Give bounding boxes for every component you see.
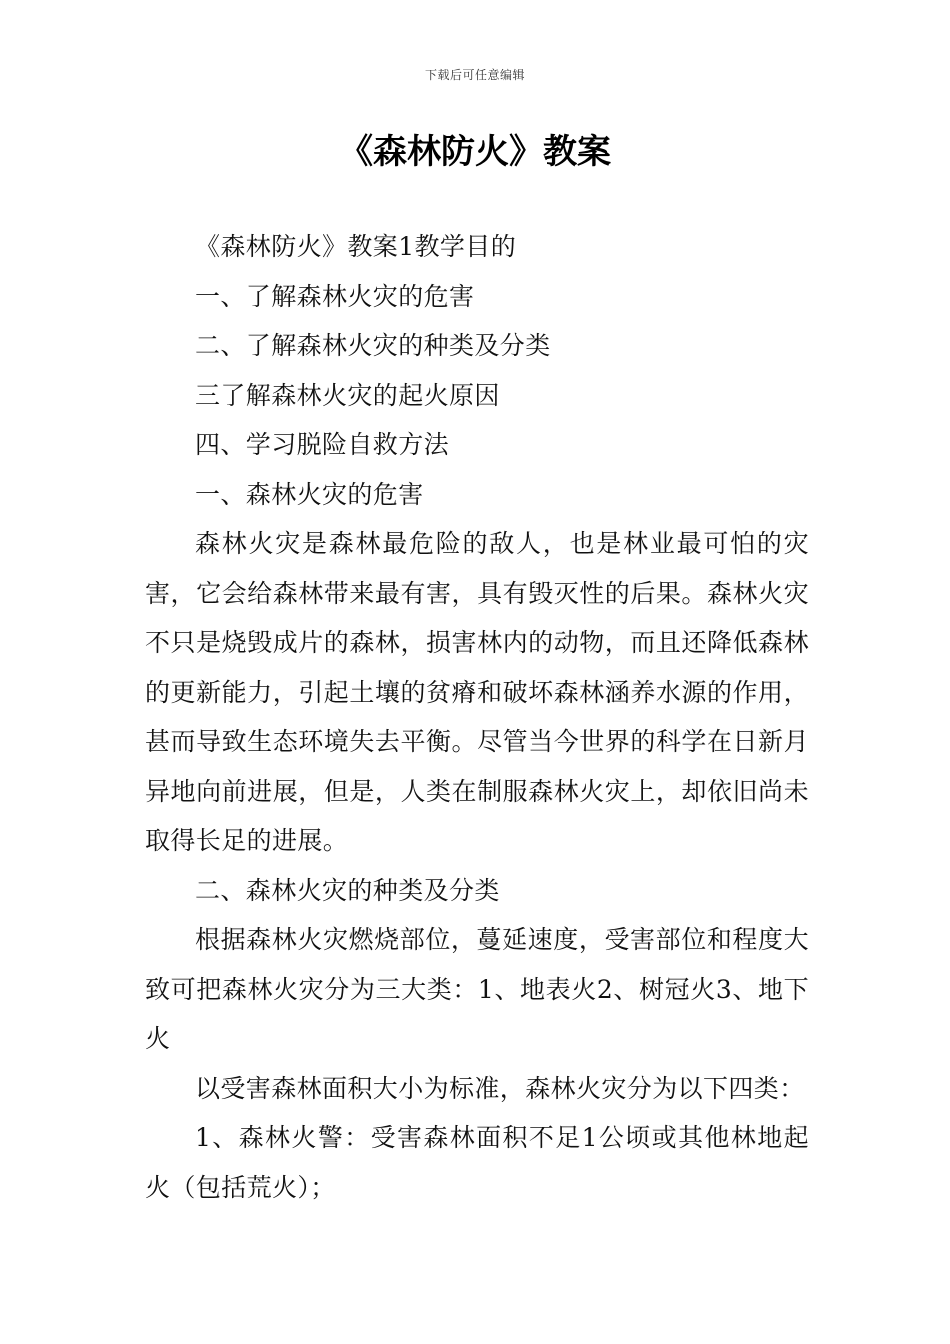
header-note: 下载后可任意编辑 <box>424 68 525 82</box>
paragraph-objective-2: 二、了解森林火灾的种类及分类 <box>195 331 551 360</box>
paragraph-objective-4: 四、学习脱险自救方法 <box>195 430 450 459</box>
paragraph-objective-1: 一、了解森林火灾的危害 <box>195 281 475 311</box>
document-body <box>145 222 809 1212</box>
paragraph-hazards: 森林火灾是森林最危险的敌人，也是林业最可怕的灾害，它会给森林带来最有害，具有毁灭性的后果。森林火灾不只是烧毁成片的森林，损害林内的动物，而且还降低森林的更新能力，引起土壤的贫瘠和破坏森林涵养水源的作用，甚而导致生态环境失去平衡。尽管当今世界的科学在日新月异地向前进展，但是，人类在制服森林火灾上，却依旧尚未取得长足的进展。 <box>145 529 809 855</box>
section-heading-types: 二、森林火灾的种类及分类 <box>195 875 500 905</box>
section-heading-hazards: 一、森林火灾的危害 <box>195 479 424 509</box>
paragraph-classification-1: 1、森林火警：受害森林面积不足1公顷或其他林地起火（包括荒火）； <box>145 1123 809 1202</box>
paragraph-heading-objectives: 《森林防火》教案1教学目的 <box>195 232 517 261</box>
document-title: 《森林防火》教案 <box>339 132 611 172</box>
paragraph-types: 根据森林火灾燃烧部位，蔓延速度，受害部位和程度大致可把森林火灾分为三大类：1、地表火2、树冠火3、地下火 <box>145 925 809 1053</box>
paragraph-objective-3: 三了解森林火灾的起火原因 <box>195 380 500 410</box>
paragraph-classification-intro: 以受害森林面积大小为标准，森林火灾分为以下四类： <box>195 1073 805 1103</box>
